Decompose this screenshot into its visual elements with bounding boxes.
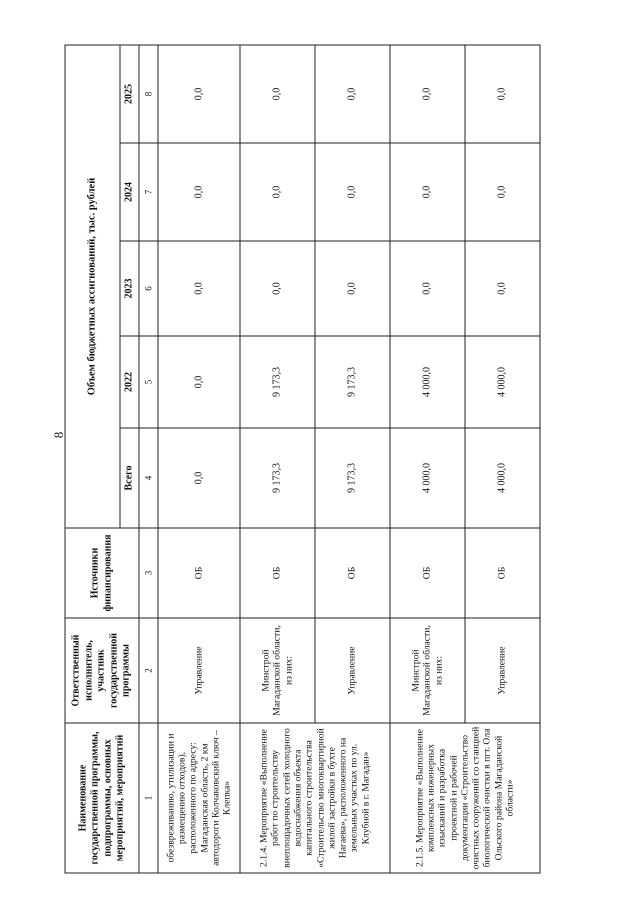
row-value-2023: 0,0 bbox=[240, 241, 315, 336]
row-value-2025: 0,0 bbox=[465, 45, 540, 143]
row-name: 2.1.4. Мероприятие «Выполнение работ по строительству внеплощадочных сетей холодного водоснабжения объекта капитального строительства «Строительство многоквартирной жилой застройки в бухте Нагаева», расположенного на земельных участках по ул. Клубной в г. Магадан» bbox=[240, 723, 390, 873]
header-year-2025: 2025 bbox=[120, 45, 139, 143]
row-name: обезвреживанию, утилизации и размещению отходов), расположенного по адресу: Магаданская область, 2 км автодороги Колчаковский ключ – Клепка» bbox=[158, 723, 240, 873]
row-value-2024: 0,0 bbox=[390, 143, 465, 241]
row-value-2023: 0,0 bbox=[465, 241, 540, 336]
row-executor: Минстрой Магаданской области, из них: bbox=[390, 618, 465, 723]
rotated-table-wrapper bbox=[65, 46, 524, 874]
col-number: 6 bbox=[139, 241, 158, 336]
row-value-2022: 9 173,3 bbox=[315, 336, 390, 428]
row-source: ОБ bbox=[465, 528, 540, 618]
row-value-2024: 0,0 bbox=[240, 143, 315, 241]
row-value-2025: 0,0 bbox=[158, 45, 240, 143]
col-number: 8 bbox=[139, 45, 158, 143]
row-value-total: 0,0 bbox=[158, 428, 240, 528]
col-number: 2 bbox=[139, 618, 158, 723]
row-value-total: 4 000,0 bbox=[390, 428, 465, 528]
row-value-2022: 4 000,0 bbox=[390, 336, 465, 428]
row-value-2024: 0,0 bbox=[158, 143, 240, 241]
row-value-total: 9 173,3 bbox=[315, 428, 390, 528]
row-value-2025: 0,0 bbox=[240, 45, 315, 143]
row-value-2024: 0,0 bbox=[465, 143, 540, 241]
header-executor: Ответственный исполнитель, участник государственной программы bbox=[65, 618, 139, 723]
row-value-total: 4 000,0 bbox=[465, 428, 540, 528]
row-value-2023: 0,0 bbox=[158, 241, 240, 336]
header-year-2023: 2023 bbox=[120, 241, 139, 336]
row-executor: Управление bbox=[158, 618, 240, 723]
row-executor: Минстрой Магаданской области, из них: bbox=[240, 618, 315, 723]
row-value-2022: 4 000,0 bbox=[465, 336, 540, 428]
header-budget-group: Объем бюджетных ассигнований, тыс. рублей bbox=[65, 45, 120, 528]
row-value-2023: 0,0 bbox=[390, 241, 465, 336]
row-executor: Управление bbox=[465, 618, 540, 723]
row-value-2022: 9 173,3 bbox=[240, 336, 315, 428]
header-total: Всего bbox=[120, 428, 139, 528]
row-source: ОБ bbox=[158, 528, 240, 618]
page-number: 8 bbox=[51, 431, 66, 439]
row-source: ОБ bbox=[240, 528, 315, 618]
row-executor: Управление bbox=[315, 618, 390, 723]
row-value-2023: 0,0 bbox=[315, 241, 390, 336]
header-name: Наименование государственной программы, подпрограммы, основных мероприятий, мероприятий bbox=[65, 723, 139, 873]
row-value-total: 9 173,3 bbox=[240, 428, 315, 528]
budget-table bbox=[65, 44, 541, 873]
row-value-2025: 0,0 bbox=[315, 45, 390, 143]
table-row bbox=[158, 45, 240, 873]
row-source: ОБ bbox=[390, 528, 465, 618]
row-value-2025: 0,0 bbox=[390, 45, 465, 143]
col-number: 5 bbox=[139, 336, 158, 428]
col-number: 7 bbox=[139, 143, 158, 241]
row-source: ОБ bbox=[315, 528, 390, 618]
row-name: 2.1.5. Мероприятие «Выполнение комплексных инженерных изысканий и разработка проектной и рабочей документации «Строительство очистных сооружений со станцией биологической очистки в пгт. Ола Ольского района Магаданской области» bbox=[390, 723, 540, 873]
header-source: Источники финансирования bbox=[65, 528, 139, 618]
table-row bbox=[240, 45, 315, 873]
col-number: 1 bbox=[139, 723, 158, 873]
table-row bbox=[390, 45, 465, 873]
row-value-2022: 0,0 bbox=[158, 336, 240, 428]
row-value-2024: 0,0 bbox=[315, 143, 390, 241]
col-number: 3 bbox=[139, 528, 158, 618]
header-year-2024: 2024 bbox=[120, 143, 139, 241]
header-year-2022: 2022 bbox=[120, 336, 139, 428]
col-number: 4 bbox=[139, 428, 158, 528]
